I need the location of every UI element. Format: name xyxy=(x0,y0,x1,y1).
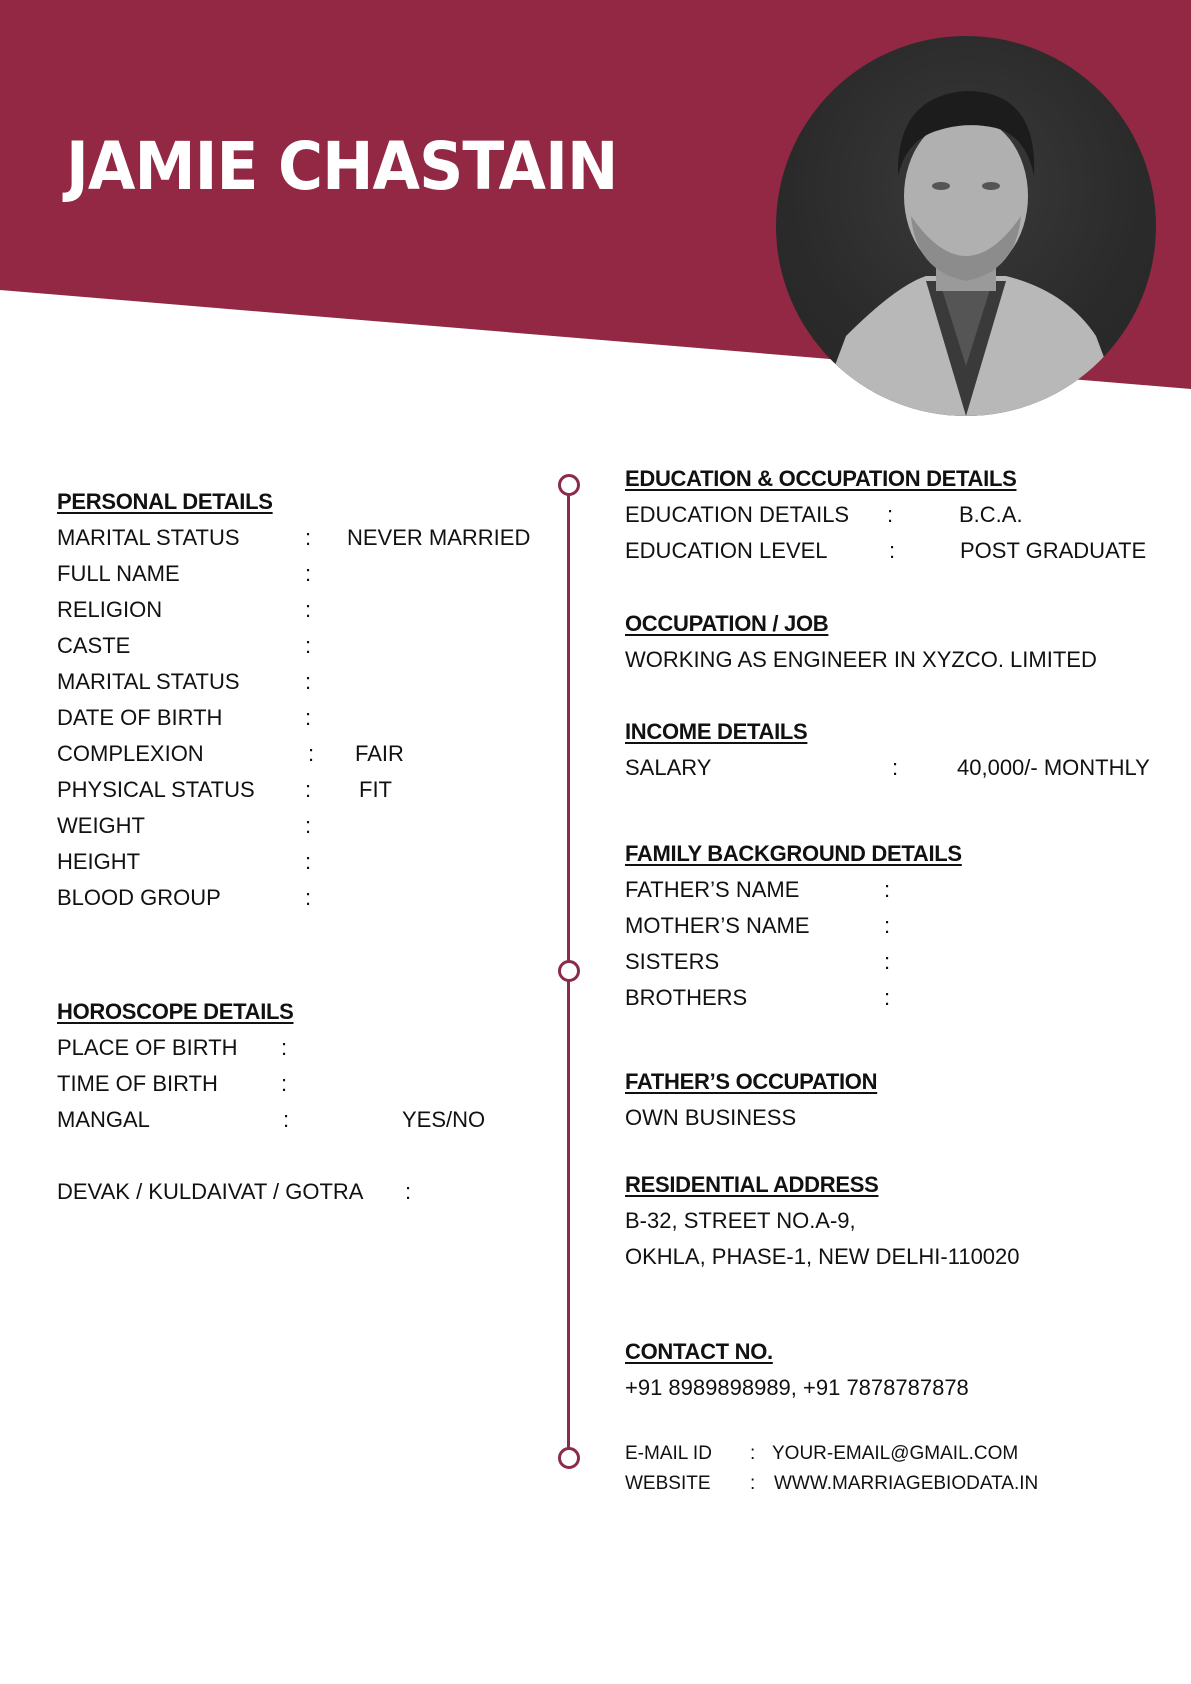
family-heading: FAMILY BACKGROUND DETAILS xyxy=(625,841,962,866)
field-label: FATHER’S NAME xyxy=(625,877,800,902)
field-label: TIME OF BIRTH xyxy=(57,1071,218,1096)
field-colon: : xyxy=(884,985,891,1010)
field-colon: : xyxy=(889,538,896,563)
field-colon: : xyxy=(305,633,312,658)
field-label: BROTHERS xyxy=(625,985,748,1010)
field-colon: : xyxy=(884,949,891,974)
education-heading: EDUCATION & OCCUPATION DETAILS xyxy=(625,466,1017,491)
address-line-2: OKHLA, PHASE-1, NEW DELHI-110020 xyxy=(625,1244,1020,1269)
income-heading: INCOME DETAILS xyxy=(625,719,808,744)
father-occupation-text: OWN BUSINESS xyxy=(625,1105,797,1130)
field-colon: : xyxy=(887,502,894,527)
field-value: POST GRADUATE xyxy=(960,538,1147,563)
occupation-text: WORKING AS ENGINEER IN XYZCO. LIMITED xyxy=(625,647,1097,672)
field-colon: : xyxy=(884,877,891,902)
field-label: DEVAK / KULDAIVAT / GOTRA xyxy=(57,1179,364,1204)
field-colon: : xyxy=(281,1035,288,1060)
field-value: NEVER MARRIED xyxy=(347,525,531,550)
field-label: BLOOD GROUP xyxy=(57,885,221,910)
field-label: MOTHER’S NAME xyxy=(625,913,810,938)
field-colon: : xyxy=(405,1179,412,1204)
field-label: PLACE OF BIRTH xyxy=(57,1035,238,1060)
field-colon: : xyxy=(281,1071,288,1096)
field-colon: : xyxy=(305,813,312,838)
field-label: FULL NAME xyxy=(57,561,180,586)
email-value[interactable]: YOUR-EMAIL@GMAIL.COM xyxy=(772,1443,1019,1464)
address-line-1: B-32, STREET NO.A-9, xyxy=(625,1208,856,1233)
phone-numbers: +91 8989898989, +91 7878787878 xyxy=(625,1375,969,1400)
field-label: SISTERS xyxy=(625,949,720,974)
field-colon: : xyxy=(305,849,312,874)
person-portrait-icon xyxy=(776,36,1156,416)
field-label: CASTE xyxy=(57,633,131,658)
field-label: HEIGHT xyxy=(57,849,141,874)
field-value: FAIR xyxy=(355,741,404,766)
website-value[interactable]: WWW.MARRIAGEBIODATA.IN xyxy=(774,1473,1039,1494)
field-value: YES/NO xyxy=(402,1107,486,1132)
field-colon: : xyxy=(305,525,312,550)
field-colon: : xyxy=(305,885,312,910)
field-colon: : xyxy=(305,777,312,802)
timeline-node-icon xyxy=(558,960,580,982)
field-label: MARITAL STATUS xyxy=(57,669,240,694)
field-colon: : xyxy=(305,597,312,622)
field-label: SALARY xyxy=(625,755,712,780)
personal-details-heading: PERSONAL DETAILS xyxy=(57,489,273,514)
occupation-heading: OCCUPATION / JOB xyxy=(625,611,829,636)
field-colon: : xyxy=(305,669,312,694)
horoscope-details-heading: HOROSCOPE DETAILS xyxy=(57,999,294,1024)
field-colon: : xyxy=(884,913,891,938)
field-label: RELIGION xyxy=(57,597,163,622)
field-label: EDUCATION DETAILS xyxy=(625,502,850,527)
field-colon: : xyxy=(750,1473,756,1494)
website-label: WEBSITE xyxy=(625,1473,711,1494)
father-occupation-heading: FATHER’S OCCUPATION xyxy=(625,1069,878,1094)
profile-photo xyxy=(776,36,1156,416)
field-label: DATE OF BIRTH xyxy=(57,705,223,730)
contact-heading: CONTACT NO. xyxy=(625,1339,773,1364)
field-value: B.C.A. xyxy=(959,502,1023,527)
field-label: PHYSICAL STATUS xyxy=(57,777,255,802)
field-value: FIT xyxy=(359,777,392,802)
field-label: MARITAL STATUS xyxy=(57,525,240,550)
timeline-node-icon xyxy=(558,474,580,496)
field-value: 40,000/- MONTHLY xyxy=(957,755,1150,780)
address-heading: RESIDENTIAL ADDRESS xyxy=(625,1172,879,1197)
field-colon: : xyxy=(308,741,315,766)
field-label: COMPLEXION xyxy=(57,741,204,766)
field-colon: : xyxy=(750,1443,756,1464)
field-colon: : xyxy=(283,1107,290,1132)
field-colon: : xyxy=(305,561,312,586)
timeline-node-icon xyxy=(558,1447,580,1469)
field-label: EDUCATION LEVEL xyxy=(625,538,828,563)
email-label: E-MAIL ID xyxy=(625,1443,712,1464)
field-colon: : xyxy=(305,705,312,730)
page-title: JAMIE CHASTAIN xyxy=(66,128,618,205)
field-label: WEIGHT xyxy=(57,813,145,838)
field-colon: : xyxy=(892,755,899,780)
field-label: MANGAL xyxy=(57,1107,150,1132)
